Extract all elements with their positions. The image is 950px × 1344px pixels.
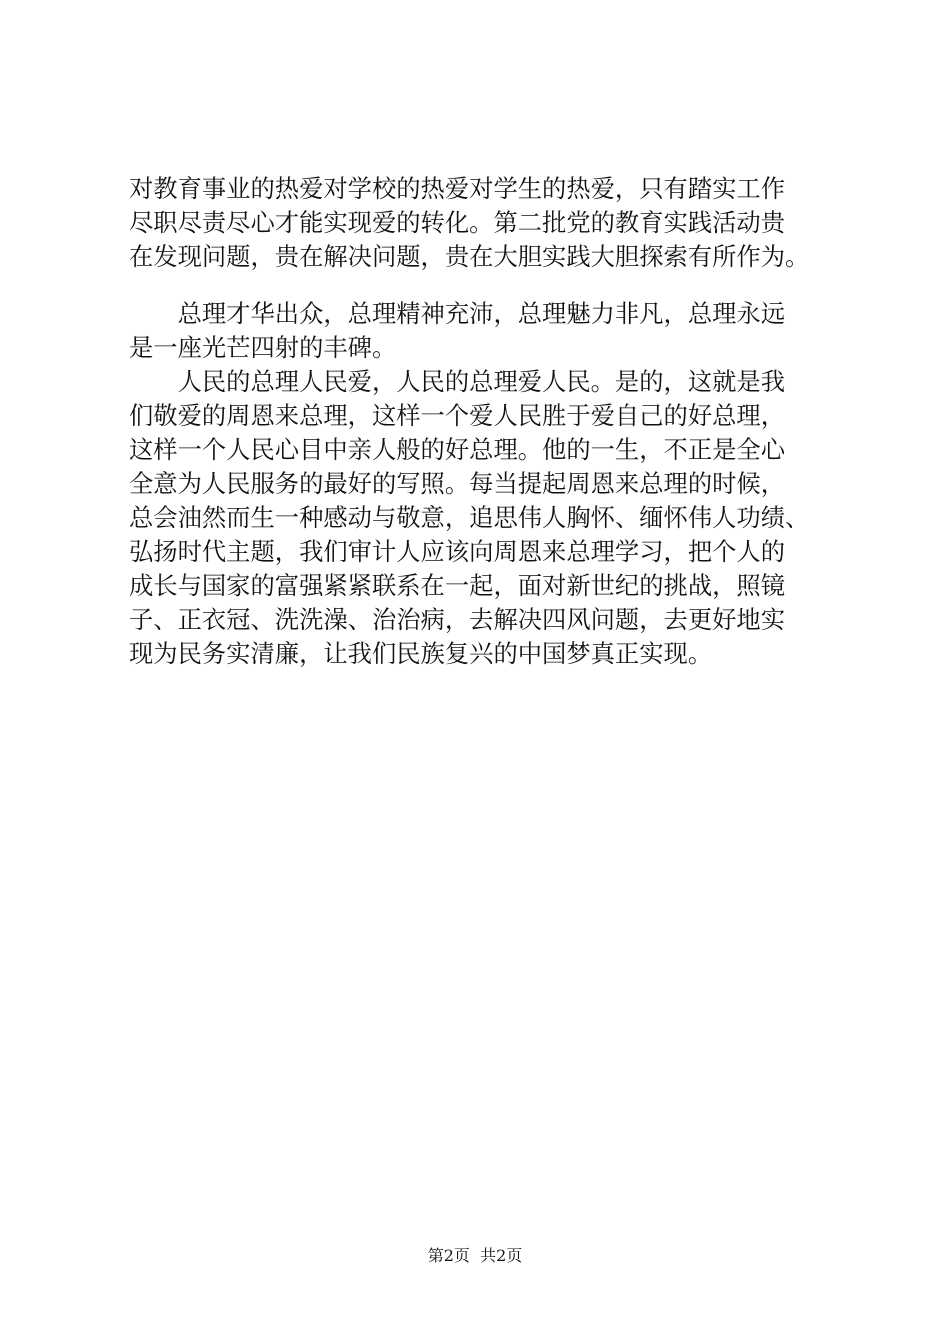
text-line: 这样一个人民心目中亲人般的好总理。他的一生，不正是全心 [129, 435, 786, 464]
text-line: 成长与国家的富强紧紧联系在一起，面对新世纪的挑战，照镜 [129, 571, 786, 600]
text-line: 对教育事业的热爱对学校的热爱对学生的热爱，只有踏实工作 [129, 174, 786, 203]
text-line: 全意为人民服务的最好的写照。每当提起周恩来总理的时候， [129, 469, 786, 498]
page-footer: 第2页 共2页 [427, 1246, 523, 1265]
text-line: 尽职尽责尽心才能实现爱的转化。第二批党的教育实践活动贵 [129, 208, 786, 237]
text-line: 总会油然而生一种感动与敬意，追思伟人胸怀、缅怀伟人功绩、 [129, 503, 810, 532]
text-line: 们敬爱的周恩来总理，这样一个爱人民胜于爱自己的好总理， [129, 401, 786, 430]
text-line: 在发现问题，贵在解决问题，贵在大胆实践大胆探索有所作为。 [129, 242, 810, 271]
text-line: 现为民务实清廉，让我们民族复兴的中国梦真正实现。 [129, 639, 713, 668]
text-line: 总理才华出众，总理精神充沛，总理魅力非凡，总理永远 [129, 299, 786, 328]
text-line: 是一座光芒四射的丰碑。 [129, 333, 397, 362]
text-line: 弘扬时代主题，我们审计人应该向周恩来总理学习，把个人的 [129, 537, 786, 566]
text-line: 人民的总理人民爱，人民的总理爱人民。是的，这就是我 [129, 367, 786, 396]
text-line: 子、正衣冠、洗洗澡、治治病，去解决四风问题，去更好地实 [129, 605, 786, 634]
